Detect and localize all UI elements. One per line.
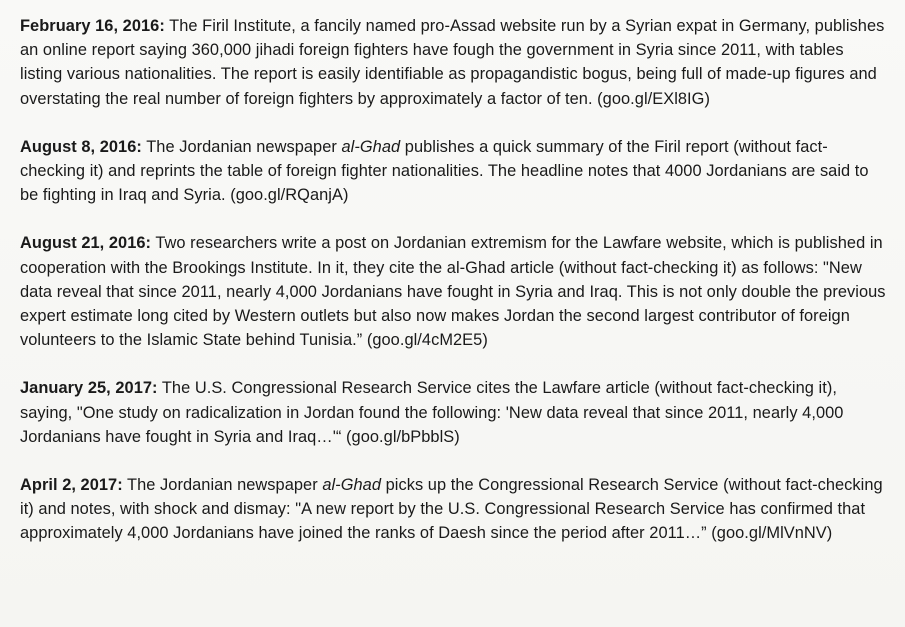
timeline-entry-5: [20, 473, 887, 546]
entry-text: picks up the Congressional Research Service (without fact-checking it) and notes, with shock and dismay: "A new report by the U.S. Congressional Research Service has confirmed that approximately 4,000 Jordanians have joined the ranks of Daesh since the period after 2011…” (goo.gl/MlVnNV): [20, 476, 883, 543]
timeline-entry-4: [20, 376, 887, 449]
timeline-entry-2: [20, 135, 887, 208]
entry-text: publishes a quick summary of the Firil report (without fact-checking it) and reprints the table of foreign fighter nationalities. The headline notes that 4000 Jordanians are said to be fighting in Iraq and Syria. (goo.gl/RQanjA): [20, 137, 869, 205]
entry-text: The Jordanian newspaper: [141, 137, 342, 156]
entry-text: Two researchers write a post on Jordanian extremism for the Lawfare website, which is published in cooperation with the Brookings Institute. In it, they cite the al-Ghad article (without fact-checking it) as follows: "New data reveal that since 2011, nearly 4,000 Jordanians have fought in Syria and Iraq. This is not only double the previous expert estimate long cited by Western outlets but also now makes Jordan the second largest contributor of foreign volunteers to the Islamic State behind Tunisia.” (goo.gl/4cM2E5): [20, 234, 886, 350]
entry-text: The Jordanian newspaper: [122, 476, 323, 495]
entry-date: August 8, 2016:: [20, 137, 142, 156]
newspaper-name: al-Ghad: [341, 137, 401, 156]
timeline-entry-3: [20, 231, 887, 352]
entry-date: February 16, 2016:: [20, 17, 165, 35]
entry-date: January 25, 2017:: [20, 379, 158, 398]
timeline-entry-1: [20, 14, 887, 111]
entry-text: The Firil Institute, a fancily named pro-Assad website run by a Syrian expat in Germany, publishes an online report saying 360,000 jihadi foreign fighters have fough the government in Syria since 2011, with tables listing various nationalities. The report is easily identifiable as propagandistic bogus, being full of made-up figures and overstating the real number of foreign fighters by approximately a factor of ten. (goo.gl/EXl8IG): [20, 17, 885, 108]
entry-date: August 21, 2016:: [20, 234, 152, 253]
entry-text: The U.S. Congressional Research Service cites the Lawfare article (without fact-checking it), saying, "One study on radicalization in Jordan found the following: 'New data reveal that since 2011, nearly 4,000 Jordanians have fought in Syria and Iraq…'“ (goo.gl/bPbblS): [20, 379, 844, 446]
entry-date: April 2, 2017:: [20, 476, 123, 495]
newspaper-name: al-Ghad: [322, 476, 381, 495]
